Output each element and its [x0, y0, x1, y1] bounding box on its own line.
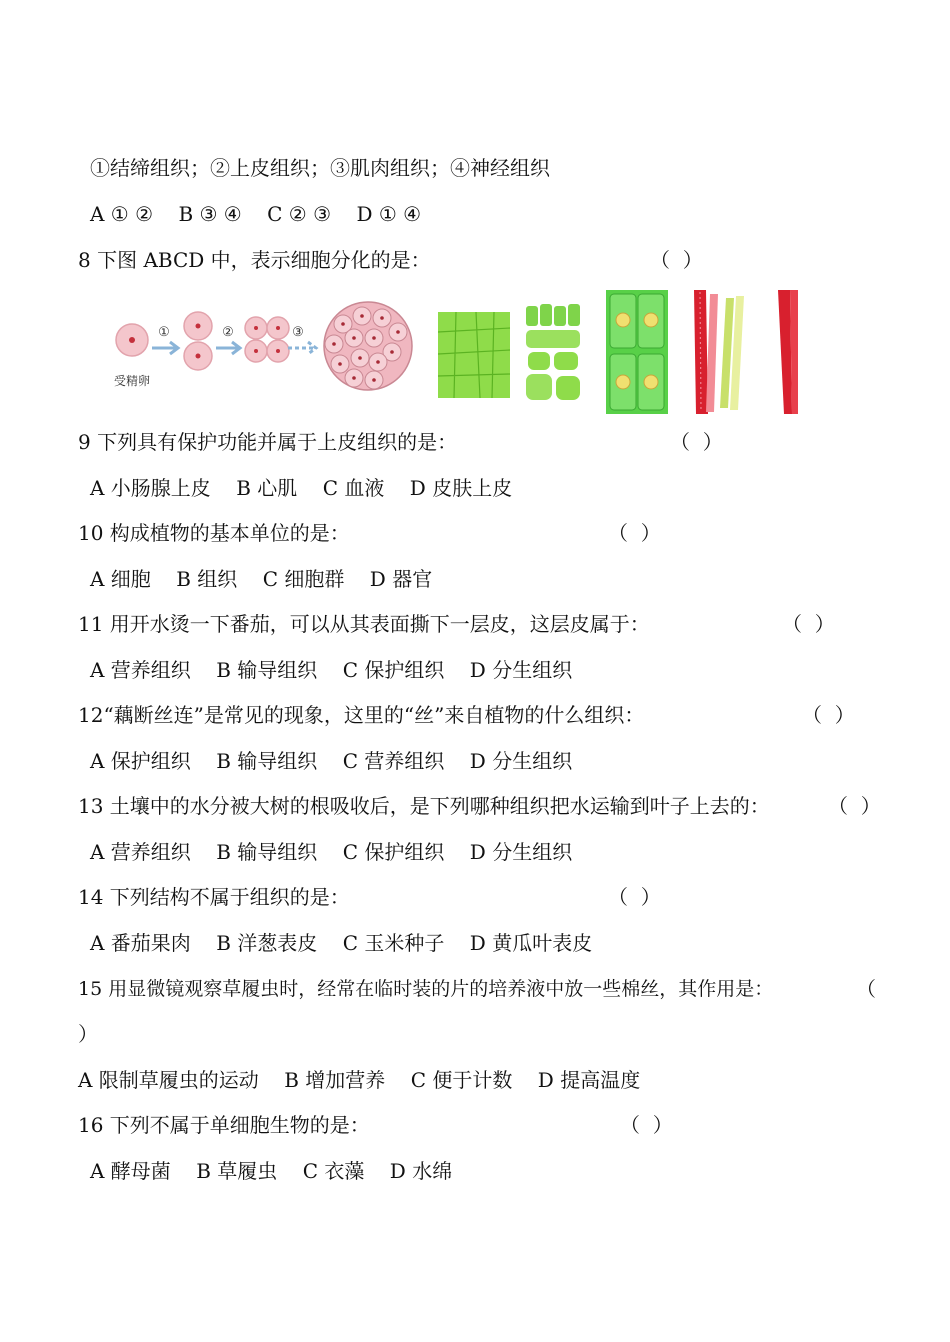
- arrow-2-icon: [216, 342, 240, 354]
- question-15-paren-open: （: [856, 977, 876, 1001]
- question-13-answer-paren: （ ）: [828, 794, 881, 818]
- step-2-label: ②: [222, 325, 234, 340]
- question-12: 12“藕断丝连”是常见的现象，这里的“丝”来自植物的什么组织：: [78, 703, 645, 727]
- question-9: 9 下列具有保护功能并属于上皮组织的是：: [78, 430, 458, 454]
- question-15-options: A 限制草履虫的运动 B 增加营养 C 便于计数 D 提高温度: [78, 1068, 641, 1092]
- question-8: 8 下图 ABCD 中，表示细胞分化的是：: [78, 248, 431, 272]
- question-16-answer-paren: （ ）: [620, 1113, 673, 1137]
- question-14-options: A 番茄果肉 B 洋葱表皮 C 玉米种子 D 黄瓜叶表皮: [90, 931, 593, 955]
- q7-options-line: A ① ② B ③ ④ C ② ③ D ① ④: [90, 202, 422, 226]
- tissue-list-line: ①结缔组织；②上皮组织；③肌肉组织；④神经组织: [90, 156, 550, 180]
- plant-tissue-cells-with-nucleus: [606, 290, 668, 414]
- step-3-label: ③: [292, 325, 304, 340]
- cell-figure-svg: [88, 284, 818, 418]
- question-8-answer-paren: （ ）: [650, 248, 703, 272]
- question-12-options: A 保护组织 B 输导组织 C 营养组织 D 分生组织: [90, 749, 573, 773]
- muscle-fibers-a: [694, 290, 744, 414]
- question-14-answer-paren: （ ）: [608, 885, 661, 909]
- question-10: 10 构成植物的基本单位的是：: [78, 521, 350, 545]
- question-13-options: A 营养组织 B 输导组织 C 保护组织 D 分生组织: [90, 840, 573, 864]
- question-13: 13 土壤中的水分被大树的根吸收后，是下列哪种组织把水运输到叶子上去的：: [78, 794, 770, 818]
- arrow-3-icon: [288, 342, 316, 354]
- question-16: 16 下列不属于单细胞生物的是：: [78, 1113, 370, 1137]
- arrow-1-icon: [152, 342, 178, 354]
- cell-mass: [324, 302, 412, 390]
- question-14: 14 下列结构不属于组织的是：: [78, 885, 350, 909]
- question-16-options: A 酵母菌 B 草履虫 C 衣藻 D 水绵: [90, 1159, 453, 1183]
- plant-tissue-green-b: [524, 304, 584, 404]
- question-9-answer-paren: （ ）: [670, 430, 723, 454]
- cell-differentiation-figure: [88, 284, 818, 418]
- question-15: 15 用显微镜观察草履虫时，经常在临时装的片的培养液中放一些棉丝，其作用是：: [78, 978, 774, 1000]
- muscle-fibers-b: [778, 290, 798, 414]
- question-11: 11 用开水烫一下番茄，可以从其表面撕下一层皮，这层皮属于：: [78, 612, 650, 636]
- question-10-options: A 细胞 B 组织 C 细胞群 D 器官: [90, 567, 433, 591]
- question-11-answer-paren: （ ）: [782, 612, 835, 636]
- question-12-answer-paren: （ ）: [802, 703, 855, 727]
- question-11-options: A 营养组织 B 输导组织 C 保护组织 D 分生组织: [90, 658, 573, 682]
- question-10-answer-paren: （ ）: [608, 521, 661, 545]
- question-15-paren-close: ）: [78, 1022, 98, 1046]
- question-9-options: A 小肠腺上皮 B 心肌 C 血液 D 皮肤上皮: [90, 476, 513, 500]
- zygote-label: 受精卵: [113, 374, 151, 388]
- plant-tissue-green-a: [438, 312, 510, 398]
- step-1-label: ①: [158, 325, 170, 340]
